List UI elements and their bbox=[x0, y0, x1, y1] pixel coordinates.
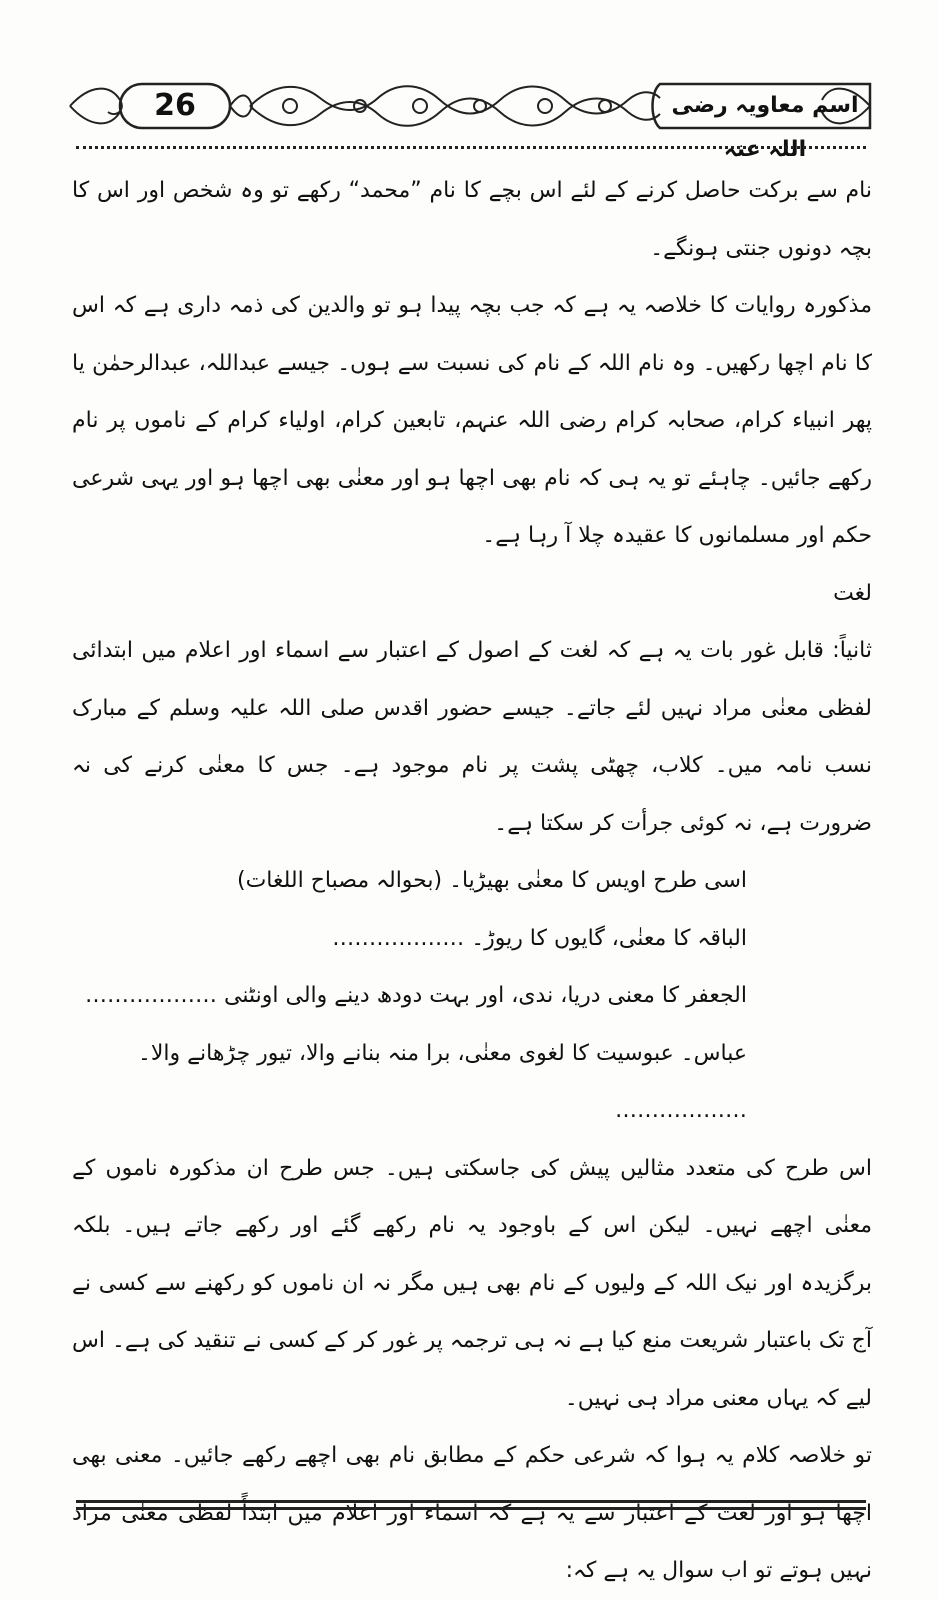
page-number: 26 bbox=[154, 88, 196, 123]
paragraph-5: تو خلاصہ کلام یہ ہوا کہ شرعی حکم کے مطابق نام بھی اچھے رکھے جائیں۔ معنی بھی اچھا ہو اور لغت کے اعتبار سے یہ ہے کہ اسماء اور اعلام میں ابتدأً لفظی معنٰی مراد نہیں ہوتے تو اب سوال یہ ہے کہ: bbox=[72, 1443, 872, 1583]
example-text: الباقہ کا معنٰی، گایوں کا ریوڑ۔ bbox=[471, 925, 747, 951]
paragraph-3: ثانیاً: قابل غور بات یہ ہے کہ لغت کے اصول کے اعتبار سے اسماء اور اعلام میں ابتدائی لفظی معنٰی مراد نہیں لئے جاتے۔ جیسے حضور اقدس صلی اللہ علیہ وسلم کے مبارک نسب نامہ میں۔ کلاب، چھٹی پشت پر نام موجود ہے۔ جس کا معنٰی کرنے کی نہ ضرورت ہے، نہ کوئی جرأت کر سکتا ہے۔ bbox=[72, 638, 872, 836]
paragraph-1: نام سے برکت حاصل کرنے کے لئے اس بچے کا نام ”محمد“ رکھے تو وہ شخص اور اس کا بچہ دونوں جنتی ہونگے۔ bbox=[72, 178, 872, 261]
example-text: عباس۔ عبوسیت کا لغوی معنٰی، برا منہ بنانے والا، تیور چڑھانے والا۔ bbox=[137, 1040, 747, 1066]
example-dots: ……………… bbox=[615, 1098, 747, 1123]
example-line bbox=[72, 967, 872, 1025]
footer-rule bbox=[76, 1500, 866, 1503]
example-line bbox=[72, 1025, 872, 1140]
page-body bbox=[72, 162, 872, 1600]
page-header bbox=[60, 70, 880, 162]
header-dotted-rule bbox=[76, 146, 866, 149]
section-heading: لغت bbox=[833, 580, 872, 606]
example-dots: ……………… bbox=[332, 925, 465, 951]
example-line bbox=[72, 910, 872, 968]
book-title: اسم معاویہ رضی اللہ عنہ bbox=[671, 93, 859, 162]
example-dots: ……………… bbox=[85, 983, 218, 1008]
example-line bbox=[72, 852, 872, 910]
footer-rule-inner bbox=[76, 1507, 866, 1510]
example-text: اسی طرح اویس کا معنٰی بھیڑیا۔ (بحوالہ مصباح اللغات) bbox=[237, 868, 747, 893]
paragraph-2: مذکورہ روایات کا خلاصہ یہ ہے کہ جب بچہ پیدا ہو تو والدین کی ذمہ داری ہے کہ اس کا نام اچھا رکھیں۔ وہ نام اللہ کے نام کی نسبت سے ہوں۔ جیسے عبداللہ، عبدالرحمٰن یا پھر انبیاء کرام، صحابہ کرام رضی اللہ عنہم، تابعین کرام، اولیاء کرام کے ناموں پر نام رکھے جائیں۔ چاہئے تو یہ ہی کہ نام بھی اچھا ہو اور معنٰی بھی اچھا ہو اور یہی شرعی حکم اور مسلمانوں کا عقیدہ چلا آ رہا ہے۔ bbox=[72, 293, 872, 548]
example-text: الجعفر کا معنی دریا، ندی، اور بہت دودھ دینے والی اونٹنی bbox=[224, 983, 747, 1008]
paragraph-4: اس طرح کی متعدد مثالیں پیش کی جاسکتی ہیں۔ جس طرح ان مذکورہ ناموں کے معنٰی اچھے نہیں۔ لیکن اس کے باوجود یہ نام رکھے گئے اور رکھے جاتے ہیں۔ بلکہ برگزیدہ اور نیک اللہ کے ولیوں کے نام بھی ہیں مگر نہ ان ناموں کو رکھنے سے کسی نے آج تک باعتبار شریعت منع کیا ہے نہ ہی ترجمہ پر غور کر کے کسی نے تنقید کی ہے۔ اس لیے کہ یہاں معنی مراد ہی نہیں۔ bbox=[72, 1155, 872, 1411]
